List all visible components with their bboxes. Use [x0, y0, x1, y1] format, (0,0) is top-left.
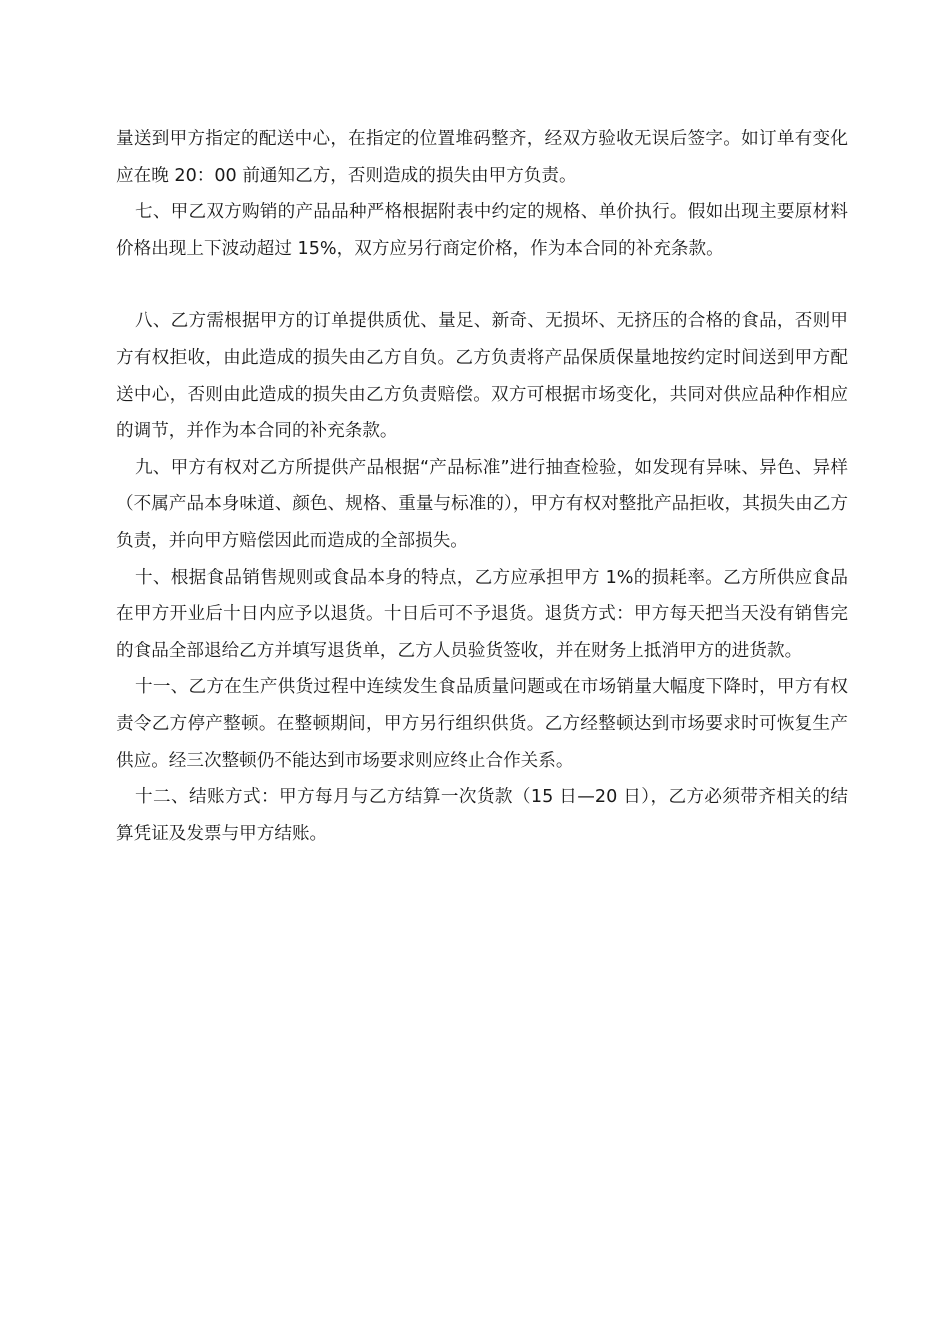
- clause-12-paragraph: 十二、结账方式：甲方每月与乙方结算一次货款（15 日—20 日），乙方必须带齐相关的结算凭证及发票与甲方结账。: [116, 787, 848, 844]
- document-body: [116, 121, 848, 852]
- clause-9-paragraph: 九、甲方有权对乙方所提供产品根据“产品标准”进行抽查检验，如发现有异味、异色、异样（不属产品本身味道、颜色、规格、重量与标准的），甲方有权对整批产品拒收，其损失由乙方负责，并向甲方赔偿因此而造成的全部损失。: [116, 457, 848, 551]
- clause-11-paragraph: 十一、乙方在生产供货过程中连续发生食品质量问题或在市场销量大幅度下降时，甲方有权责令乙方停产整顿。在整顿期间，甲方另行组织供货。乙方经整顿达到市场要求时可恢复生产供应。经三次整顿仍不能达到市场要求则应终止合作关系。: [116, 677, 848, 771]
- paragraph-continued: 量送到甲方指定的配送中心，在指定的位置堆码整齐，经双方验收无误后签字。如订单有变化应在晚 20：00 前通知乙方，否则造成的损失由甲方负责。: [116, 129, 848, 186]
- clause-8-paragraph: 八、乙方需根据甲方的订单提供质优、量足、新奇、无损坏、无挤压的合格的食品，否则甲方有权拒收，由此造成的损失由乙方自负。乙方负责将产品保质保量地按约定时间送到甲方配送中心，否则由此造成的损失由乙方负责赔偿。双方可根据市场变化，共同对供应品种作相应的调节，并作为本合同的补充条款。: [116, 311, 848, 442]
- clause-10-paragraph: 十、根据食品销售规则或食品本身的特点，乙方应承担甲方 1%的损耗率。乙方所供应食品在甲方开业后十日内应予以退货。十日后可不予退货。退货方式：甲方每天把当天没有销售完的食品全部退给乙方并填写退货单，乙方人员验货签收，并在财务上抵消甲方的进货款。: [116, 567, 848, 661]
- clause-7-paragraph: 七、甲乙双方购销的产品品种严格根据附表中约定的规格、单价执行。假如出现主要原材料价格出现上下波动超过 15%，双方应另行商定价格，作为本合同的补充条款。: [116, 202, 848, 259]
